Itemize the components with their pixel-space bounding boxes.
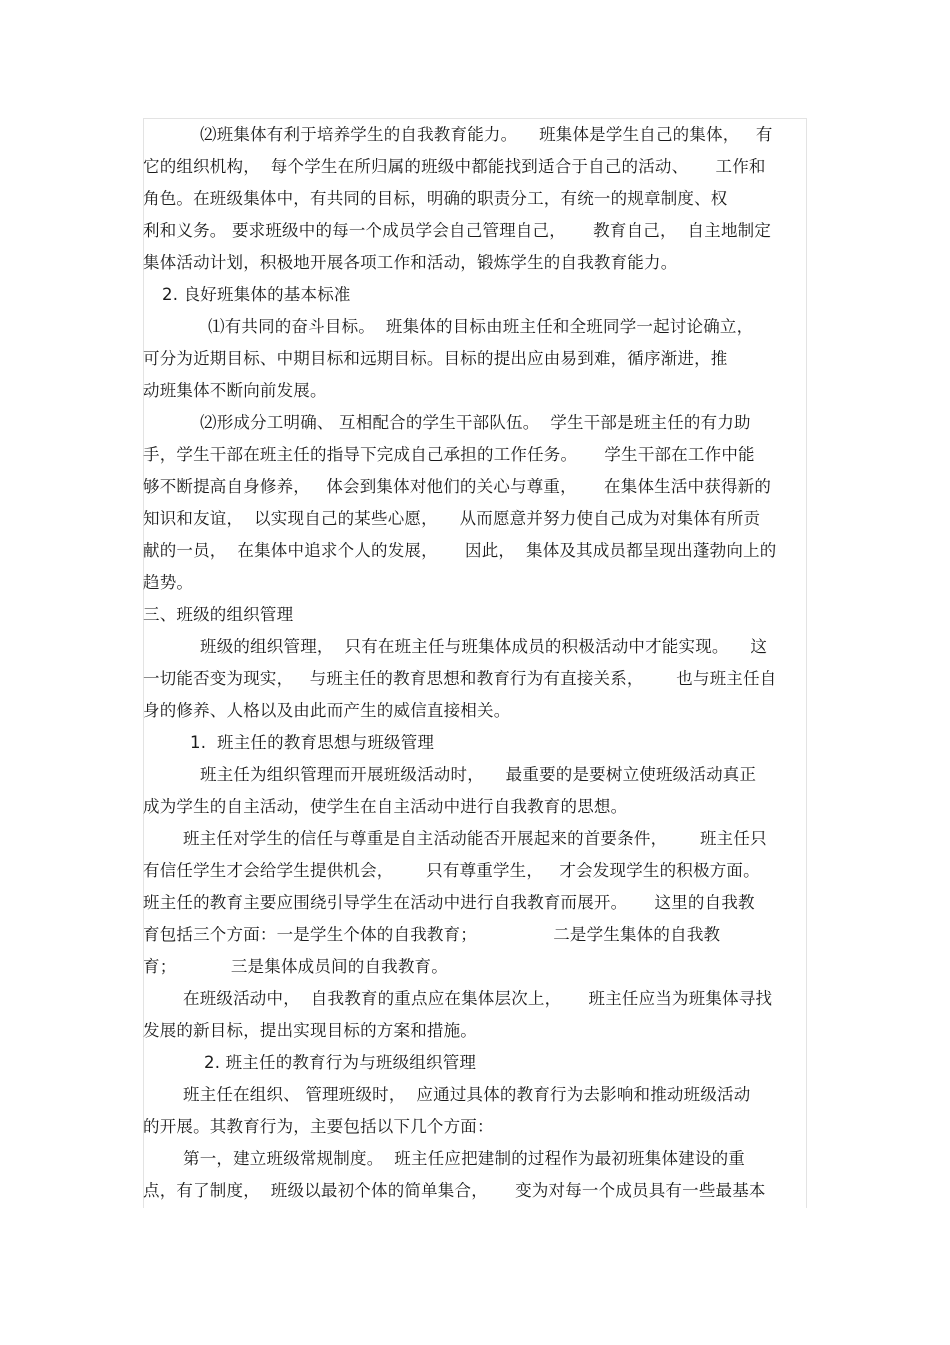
text-line: 手，学生干部在班主任的指导下完成自己承担的工作任务。 学生干部在工作中能	[143, 445, 755, 464]
text-line: 成为学生的自主活动，使学生在自主活动中进行自我教育的思想。	[143, 797, 628, 816]
section-heading: 三、班级的组织管理	[143, 605, 294, 624]
text-line: 可分为近期目标、中期目标和远期目标。目标的提出应由易到难，循序渐进，推	[143, 349, 728, 368]
text-line: 的开展。其教育行为，主要包括以下几个方面：	[143, 1117, 494, 1136]
text-line: 它的组织机构， 每个学生在所归属的班级中都能找到适合于自己的活动、 工作和	[143, 157, 766, 176]
text-line: 育； 三是集体成员间的自我教育。	[143, 957, 448, 976]
page-border-right	[806, 118, 807, 1208]
text-line: 班主任对学生的信任与尊重是自主活动能否开展起来的首要条件， 班主任只	[183, 829, 767, 848]
text-line: ⑵形成分工明确、 互相配合的学生干部队伍。 学生干部是班主任的有力助	[200, 413, 751, 432]
section-heading: 1. 班主任的教育思想与班级管理	[190, 733, 435, 752]
section-heading: 2. 班主任的教育行为与班级组织管理	[204, 1053, 477, 1072]
text-line: 有信任学生才会给学生提供机会， 只有尊重学生， 才会发现学生的积极方面。	[143, 861, 760, 880]
section-heading: 2. 良好班集体的基本标准	[162, 285, 351, 304]
text-line: 班主任为组织管理而开展班级活动时， 最重要的是要树立使班级活动真正	[200, 765, 757, 784]
text-line: 发展的新目标，提出实现目标的方案和措施。	[143, 1021, 477, 1040]
text-line: 一切能否变为现实， 与班主任的教育思想和教育行为有直接关系， 也与班主任自	[143, 669, 777, 688]
page-border-left	[143, 118, 144, 1208]
text-line: 够不断提高自身修养， 体会到集体对他们的关心与尊重， 在集体生活中获得新的	[143, 477, 772, 496]
page-border-top	[143, 118, 807, 119]
text-line: 集体活动计划，积极地开展各项工作和活动，锻炼学生的自我教育能力。	[143, 253, 678, 272]
text-line: 知识和友谊， 以实现自己的某些心愿， 从而愿意并努力使自己成为对集体有所贡	[143, 509, 761, 528]
text-line: 动班集体不断向前发展。	[143, 381, 327, 400]
text-line: 献的一员， 在集体中追求个人的发展， 因此， 集体及其成员都呈现出蓬勃向上的	[143, 541, 777, 560]
text-line: 班主任在组织、 管理班级时， 应通过具体的教育行为去影响和推动班级活动	[183, 1085, 751, 1104]
text-line: 在班级活动中， 自我教育的重点应在集体层次上， 班主任应当为班集体寻找	[183, 989, 773, 1008]
text-line: 利和义务。 要求班级中的每一个成员学会自己管理自己， 教育自己， 自主地制定	[143, 221, 772, 240]
text-line: 育包括三个方面：一是学生个体的自我教育； 二是学生集体的自我教	[143, 925, 721, 944]
text-line: 第一，建立班级常规制度。 班主任应把建制的过程作为最初班集体建设的重	[183, 1149, 745, 1168]
text-line: ⑵班集体有利于培养学生的自我教育能力。 班集体是学生自己的集体， 有	[200, 125, 773, 144]
text-line: ⑴有共同的奋斗目标。 班集体的目标由班主任和全班同学一起讨论确立，	[208, 317, 754, 336]
text-line: 趋势。	[143, 573, 194, 592]
text-line: 角色。在班级集体中，有共同的目标，明确的职责分工，有统一的规章制度、权	[143, 189, 728, 208]
text-line: 班主任的教育主要应围绕引导学生在活动中进行自我教育而展开。 这里的自我教	[143, 893, 755, 912]
text-line: 班级的组织管理， 只有在班主任与班集体成员的积极活动中才能实现。 这	[200, 637, 768, 656]
text-line: 身的修养、人格以及由此而产生的威信直接相关。	[143, 701, 511, 720]
text-line: 点，有了制度， 班级以最初个体的简单集合， 变为对每一个成员具有一些最基本	[143, 1181, 766, 1200]
